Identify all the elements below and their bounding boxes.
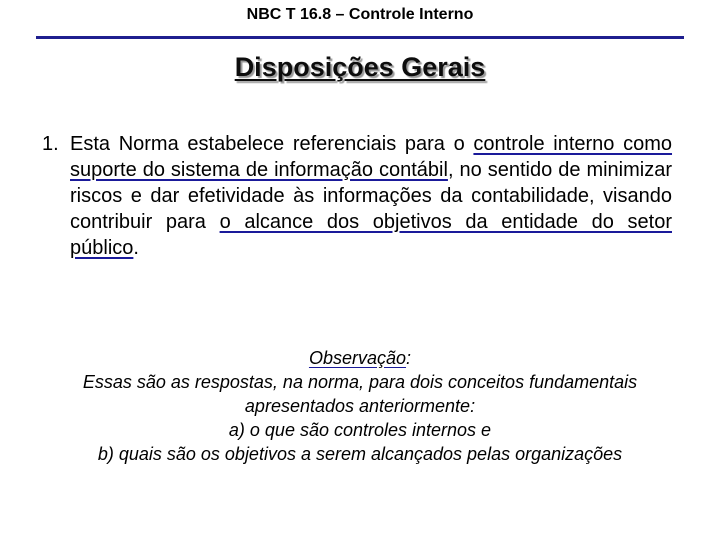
observation-label: Observação: [308, 348, 407, 368]
paragraph-text-2: , no sentido de minimizar riscos e dar efetividade às informações da contabilidade, visando contribuir para: [70, 159, 672, 233]
observation-line-3: b) quais são os objetivos a serem alcançados pelas organizações: [97, 444, 623, 464]
underlined-phrase-objetivos: o alcance dos objetivos da entidade do setor público: [70, 211, 672, 259]
observation-line-2: a) o que são controles internos e: [228, 420, 492, 440]
paragraph-text-1: Esta Norma estabelece referenciais para o: [70, 133, 474, 155]
observation-heading: [80, 346, 640, 370]
header-divider: [36, 36, 684, 39]
underlined-phrase-controle-interno: controle interno como suporte do sistema de informação contábil: [70, 133, 673, 181]
slide-title: Disposições Gerais: [234, 52, 486, 82]
observation-colon: :: [406, 348, 412, 368]
paragraph-body: [70, 131, 672, 261]
observation-line-1: Essas são as respostas, na norma, para dois conceitos fundamentais apresentados anteriormente:: [82, 372, 638, 416]
header-title: NBC T 16.8 – Controle Interno: [246, 6, 474, 23]
paragraph-text-3: .: [133, 237, 139, 259]
paragraph-number: 1.: [42, 133, 59, 155]
observation-block: [80, 346, 640, 466]
numbered-paragraph: [40, 131, 672, 261]
